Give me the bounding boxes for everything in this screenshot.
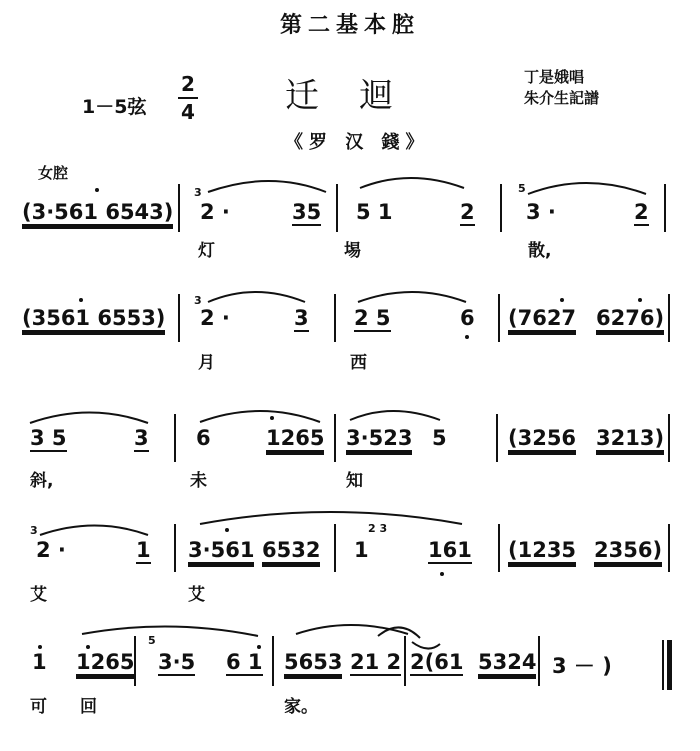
- note-group: 1265: [266, 426, 325, 450]
- lyric: 艾: [30, 585, 47, 605]
- grace-note: 5: [148, 634, 156, 647]
- time-signature-bottom: 4: [181, 100, 195, 124]
- octave-dot: [95, 188, 99, 192]
- lyric: 埸: [344, 241, 361, 261]
- note-group: 35: [292, 200, 322, 224]
- key-signature: 1－5弦: [82, 96, 147, 118]
- lyric: 散,: [528, 241, 552, 261]
- grace-note: 3: [30, 524, 38, 537]
- octave-dot: [465, 335, 469, 339]
- note-group: 6: [196, 426, 211, 450]
- note-group: (3256: [508, 426, 577, 450]
- octave-dot: [38, 645, 42, 649]
- lyric: 家。: [284, 697, 318, 717]
- note-group: 5324: [478, 650, 537, 674]
- note-group: 161: [428, 538, 472, 562]
- octave-dot: [79, 298, 83, 302]
- note-group: 21 2: [350, 650, 402, 674]
- barline: [498, 524, 500, 572]
- lyric: 灯: [198, 241, 215, 261]
- barline: [178, 294, 180, 342]
- slur: [208, 181, 326, 192]
- slur: [40, 526, 148, 536]
- grace-note: 3: [194, 294, 202, 307]
- slur: [82, 626, 258, 636]
- note-group: 6276): [596, 306, 665, 330]
- note-group: 2: [634, 200, 649, 224]
- octave-dot: [440, 572, 444, 576]
- barline: [334, 414, 336, 462]
- note-group: 3·561: [188, 538, 255, 562]
- barline: [334, 524, 336, 572]
- note-group: (1235: [508, 538, 577, 562]
- note-group: 2: [460, 200, 475, 224]
- barline: [334, 294, 336, 342]
- note-group: 5 1: [356, 200, 393, 224]
- note-group: 2 ·: [200, 306, 230, 330]
- octave-dot: [270, 416, 274, 420]
- octave-dot: [86, 645, 90, 649]
- note-group: 3 ·: [526, 200, 556, 224]
- barline: [498, 294, 500, 342]
- note-group: 3 5: [30, 426, 67, 450]
- grace-note: 5: [518, 182, 526, 195]
- slur: [200, 512, 462, 524]
- note-group: 2(61: [410, 650, 464, 674]
- barline: [134, 636, 136, 686]
- role-label: 女腔: [38, 164, 69, 182]
- barline: [178, 184, 180, 232]
- slur: [350, 411, 440, 420]
- barline: [668, 524, 670, 572]
- slur: [200, 411, 320, 422]
- note-group: 5: [432, 426, 447, 450]
- octave-dot: [257, 645, 261, 649]
- note-group: 3·523: [346, 426, 413, 450]
- note-group: 2 ·: [36, 538, 66, 562]
- lyric: 斜,: [30, 471, 54, 491]
- barline: [336, 184, 338, 232]
- tune-name: 《罗 汉 錢》: [285, 132, 430, 153]
- lyric: 知: [346, 471, 363, 491]
- time-signature-top: 2: [181, 72, 195, 96]
- note-group: 2 5: [354, 306, 391, 330]
- note-group: 3·5: [158, 650, 196, 674]
- page-title: 第二基本腔: [279, 13, 420, 38]
- note-group: 1: [136, 538, 151, 562]
- slur: [528, 183, 646, 194]
- grace-note: 2 3: [368, 522, 388, 535]
- note-group: (7627: [508, 306, 577, 330]
- barline: [174, 524, 176, 572]
- note-group: 6: [460, 306, 475, 330]
- note-group: 6532: [262, 538, 321, 562]
- slur: [412, 642, 440, 649]
- barline: [496, 414, 498, 462]
- lyric: 可: [30, 697, 47, 717]
- octave-dot: [560, 298, 564, 302]
- singer-credit: 丁是娥唱: [524, 68, 585, 86]
- barline: [404, 636, 406, 686]
- grace-note: 3: [194, 186, 202, 199]
- note-group: 3: [134, 426, 149, 450]
- note-group: 2 ·: [200, 200, 230, 224]
- lyric: 艾: [188, 585, 205, 605]
- lyric: 月: [198, 353, 215, 373]
- slur: [360, 178, 464, 188]
- lyric: 未: [190, 471, 207, 491]
- final-barline: [667, 640, 672, 690]
- note-group: 3: [294, 306, 309, 330]
- note-group: 1: [354, 538, 369, 562]
- slur: [358, 292, 466, 302]
- note-group: 1: [32, 650, 47, 674]
- barline: [174, 414, 176, 462]
- lyric: 回: [80, 697, 97, 717]
- note-group: 3 － ): [552, 654, 612, 678]
- note-group: (3561 6553): [22, 306, 166, 330]
- note-group: 5653: [284, 650, 343, 674]
- barline: [668, 414, 670, 462]
- note-group: 2356): [594, 538, 663, 562]
- transcriber-credit: 朱介生記譜: [524, 89, 600, 107]
- barline: [272, 636, 274, 686]
- note-group: (3·561 6543): [22, 200, 174, 224]
- final-barline: [662, 640, 664, 690]
- song-name: 迁迴: [285, 76, 433, 116]
- slur: [208, 292, 305, 302]
- octave-dot: [638, 298, 642, 302]
- barline: [664, 184, 666, 232]
- note-group: 6 1: [226, 650, 263, 674]
- lyric: 西: [350, 353, 367, 373]
- note-group: 3213): [596, 426, 665, 450]
- barline: [668, 294, 670, 342]
- slur: [30, 413, 148, 424]
- barline: [538, 636, 540, 686]
- barline: [500, 184, 502, 232]
- octave-dot: [225, 528, 229, 532]
- note-group: 1265: [76, 650, 135, 674]
